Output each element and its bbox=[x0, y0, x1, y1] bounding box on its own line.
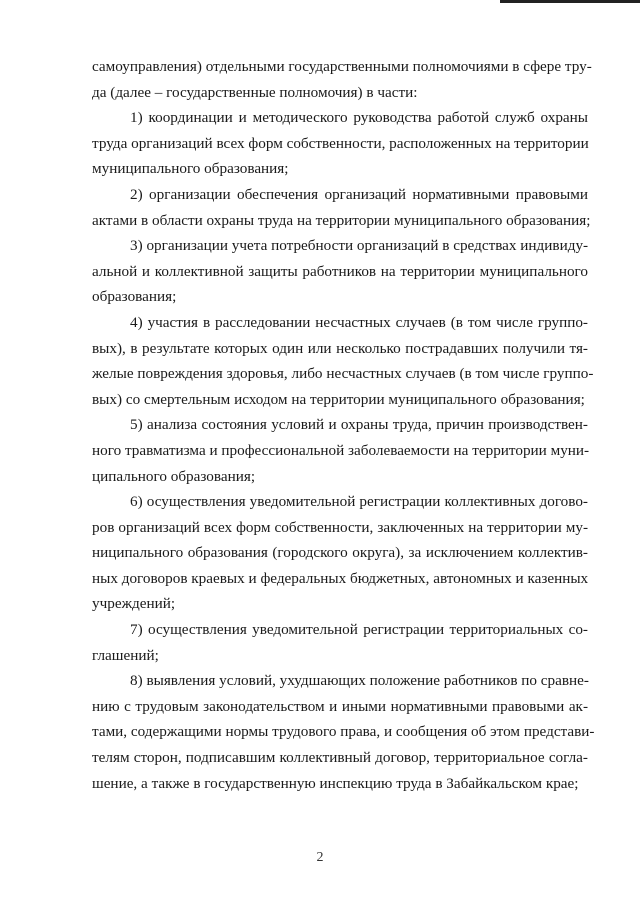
paragraph bbox=[92, 412, 588, 489]
paragraph bbox=[92, 105, 588, 182]
text-line: актами в области охраны труда на территории муниципального образования; bbox=[92, 211, 591, 229]
paragraph bbox=[92, 182, 591, 233]
text-line: труда организаций всех форм собственности, расположенных на территории bbox=[92, 134, 589, 152]
text-line: ров организаций всех форм собственности, заключенных на территории му- bbox=[92, 518, 588, 536]
paragraph bbox=[92, 54, 592, 105]
text-line: ниципального образования (городского округа), за исключением коллектив- bbox=[92, 544, 588, 562]
paragraph bbox=[92, 310, 594, 412]
text-line: ного травматизма и профессиональной заболеваемости на территории муни- bbox=[92, 441, 590, 459]
text-line: нию с трудовым законодательством и иными нормативными правовыми ак- bbox=[92, 697, 588, 715]
text-line: 2) организации обеспечения организаций нормативными правовыми bbox=[130, 185, 588, 203]
text-line: вых) со смертельным исходом на территории муниципального образования; bbox=[92, 390, 585, 408]
text-line: телям сторон, подписавшим коллективный договор, территориальное согла- bbox=[92, 749, 588, 767]
text-line: ных договоров краевых и федеральных бюджетных, автономных и казенных bbox=[92, 569, 589, 587]
text-line: вых), в результате которых один или несколько пострадавших получили тя- bbox=[92, 339, 588, 357]
text-line: учреждений; bbox=[92, 595, 176, 613]
text-line: муниципального образования; bbox=[92, 160, 289, 178]
text-line: глашений; bbox=[92, 646, 159, 664]
text-line: 8) выявления условий, ухудшающих положение работников по сравне- bbox=[130, 672, 589, 690]
text-line: 5) анализа состояния условий и охраны труда, причин производствен- bbox=[130, 416, 588, 434]
text-line: шение, а также в государственную инспекцию труда в Забайкальском крае; bbox=[92, 774, 579, 792]
document-body bbox=[92, 54, 595, 796]
paragraph bbox=[92, 617, 588, 668]
text-line: альной и коллективной защиты работников на территории муниципального bbox=[92, 262, 588, 280]
scan-edge-mark bbox=[500, 0, 640, 3]
text-line: ципального образования; bbox=[92, 467, 256, 485]
text-line: желые повреждения здоровья, либо несчастных случаев (в том числе группо- bbox=[92, 365, 594, 383]
text-line: самоуправления) отдельными государственными полномочиями в сфере тру- bbox=[92, 58, 592, 75]
paragraph bbox=[92, 233, 588, 310]
text-line: образования; bbox=[92, 288, 177, 306]
paragraph bbox=[92, 668, 595, 796]
text-line: 6) осуществления уведомительной регистрации коллективных догово- bbox=[130, 493, 588, 511]
page-number: 2 bbox=[316, 850, 324, 865]
text-line: 4) участия в расследовании несчастных случаев (в том числе группо- bbox=[130, 313, 588, 331]
paragraph bbox=[92, 489, 588, 617]
text-line: 1) координации и методического руководства работой служб охраны bbox=[130, 109, 588, 127]
text-line: да (далее – государственные полномочия) в части: bbox=[92, 83, 418, 101]
text-line: 3) организации учета потребности организаций в средствах индивиду- bbox=[130, 237, 589, 255]
text-line: 7) осуществления уведомительной регистрации территориальных со- bbox=[130, 621, 588, 639]
text-line: тами, содержащими нормы трудового права, и сообщения об этом представи- bbox=[92, 723, 595, 741]
